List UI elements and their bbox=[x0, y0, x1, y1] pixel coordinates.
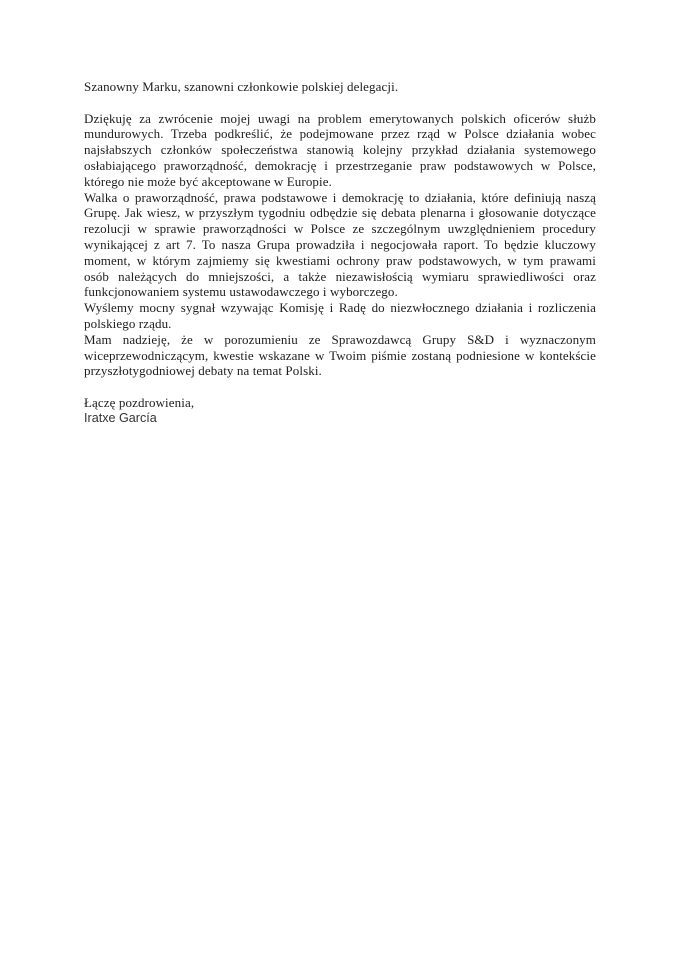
body-line: Mam nadzieję, że w porozumieniu ze Sprawozdawcą Grupy S&D i wyznaczonym bbox=[84, 331, 596, 347]
body-line: mundurowych. Trzeba podkreślić, że podejmowane przez rząd w Polsce działania wobec bbox=[84, 126, 596, 142]
body-line: Wyślemy mocny sygnał wzywając Komisję i Radę do niezwłocznego działania i rozliczenia bbox=[84, 300, 596, 316]
letter-content bbox=[84, 79, 596, 427]
body-line: osób należących do mniejszości, a także niezawisłością wymiaru sprawiedliwości oraz bbox=[84, 268, 596, 284]
body-line: moment, w którym zajmiemy się kwestiami ochrony praw podstawowych, w tym prawami bbox=[84, 252, 596, 268]
body-line-paragraph-end: funkcjonowaniem systemu ustawodawczego i wyborczego. bbox=[84, 284, 398, 300]
body-line: wiceprzewodniczącym, kwestie wskazane w Twoim piśmie zostaną podniesione w kontekście bbox=[84, 347, 596, 363]
body-line-paragraph-end: którego nie może być akceptowane w Europie. bbox=[84, 173, 332, 189]
body-line: rezolucji w sprawie praworządności w Polsce ze szczególnym uwzględnieniem procedury bbox=[84, 221, 596, 237]
signature: Iratxe García bbox=[84, 410, 157, 425]
body-line-paragraph-end: przyszłotygodniowej debaty na temat Polski. bbox=[84, 363, 322, 379]
body-line: osłabiającego praworządność, demokrację i przestrzeganie praw podstawowych w Polsce, bbox=[84, 157, 596, 173]
body-line: Walka o praworządność, prawa podstawowe i demokrację to działania, które definiują naszą bbox=[84, 189, 596, 205]
salutation: Szanowny Marku, szanowni członkowie polskiej delegacji. bbox=[84, 79, 399, 94]
closing: Łączę pozdrowienia, bbox=[84, 394, 195, 410]
body-line: Dziękuję za zwrócenie mojej uwagi na problem emerytowanych polskich oficerów służb bbox=[84, 110, 596, 126]
letter-body bbox=[84, 111, 596, 380]
body-line-paragraph-end: polskiego rządu. bbox=[84, 315, 172, 331]
body-line: Grupę. Jak wiesz, w przyszłym tygodniu odbędzie się debata plenarna i głosowanie dotyczące bbox=[84, 205, 596, 221]
blank-line bbox=[84, 379, 596, 395]
body-line: wynikającej z art 7. To nasza Grupa prowadziła i negocjowała raport. To będzie kluczowy bbox=[84, 236, 596, 252]
blank-line bbox=[84, 95, 596, 111]
body-line: najsłabszych członków społeczeństwa stanowią kolejny przykład działania systemowego bbox=[84, 142, 596, 158]
